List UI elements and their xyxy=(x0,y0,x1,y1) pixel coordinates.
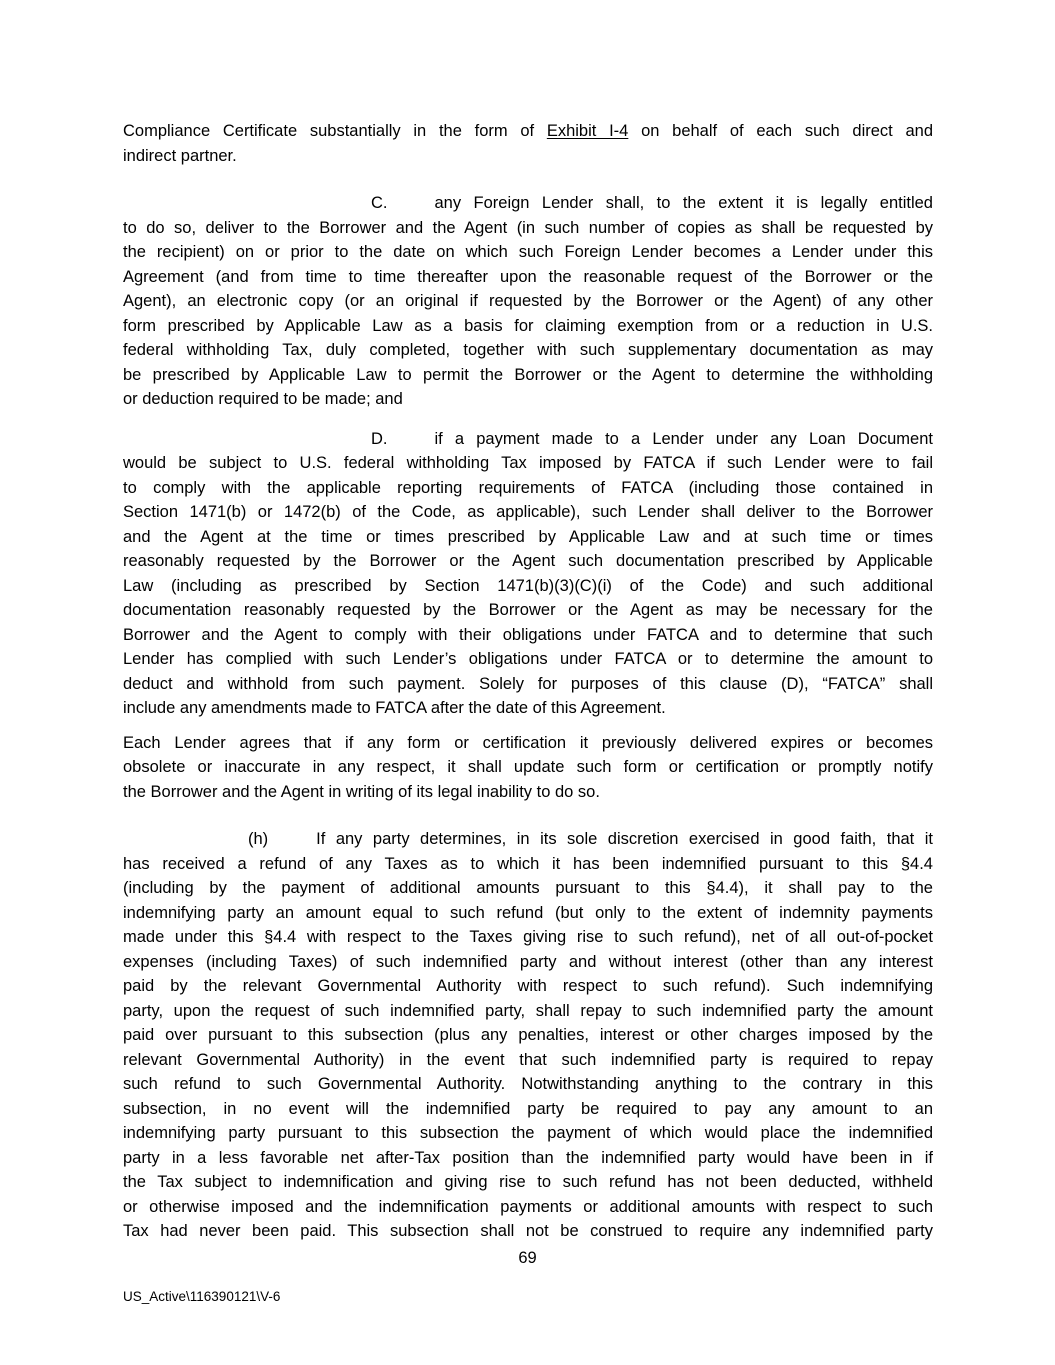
text-line: made under this §4.4 with respect to the Taxes giving rise to such refund), net of all out-of-pocket xyxy=(123,928,933,946)
text-line: to do so, deliver to the Borrower and the Agent (in such number of copies as shall be requested by xyxy=(123,218,933,237)
text-line xyxy=(123,119,933,144)
paragraph-text: on behalf of each such direct and xyxy=(628,122,934,140)
clause-c-lines xyxy=(123,216,933,388)
text-line: paid over pursuant to this subsection (plus any penalties, interest or other charges imposed by the xyxy=(123,1026,933,1044)
clause-h-text: If any party determines, in its sole discretion exercised in good faith, that it xyxy=(316,830,933,848)
text-line: indemnifying party an amount equal to such refund (but only to the extent of indemnity payments xyxy=(123,903,933,922)
text-line: the recipient) on or prior to the date on which such Foreign Lender becomes a Lender under this xyxy=(123,243,933,261)
text-line: Law (including as prescribed by Section 1471(b)(3)(C)(i) of the Code) and such additional xyxy=(123,576,933,595)
text-line: has received a refund of any Taxes as to which it has been indemnified pursuant to this §4.4 xyxy=(123,854,933,873)
text-line: paid by the relevant Governmental Authority with respect to such refund). Such indemnifying xyxy=(123,977,933,995)
clause-d-paragraph xyxy=(123,427,933,721)
clause-c-text: any Foreign Lender shall, to the extent it is legally entitled xyxy=(434,194,933,212)
text-line: party in a less favorable net after-Tax position than the indemnified party would have been in if xyxy=(123,1148,933,1167)
clause-c-first-line xyxy=(123,191,933,216)
text-line: indemnifying party pursuant to this subsection the payment of which would place the indemnified xyxy=(123,1124,933,1142)
text-line: or otherwise imposed and the indemnification payments or additional amounts with respect to such xyxy=(123,1197,933,1216)
text-line: reasonably requested by the Borrower or the Agent such documentation prescribed by Applicable xyxy=(123,552,933,570)
each-lender-lines xyxy=(123,731,933,780)
clause-h-paragraph xyxy=(123,827,933,1244)
text-line: Agent), an electronic copy (or an original if requested by the Borrower or the Agent) of any other xyxy=(123,292,933,310)
each-lender-paragraph xyxy=(123,731,933,805)
text-line: to comply with the applicable reporting requirements of FATCA (including those contained in xyxy=(123,478,933,497)
text-line: federal withholding Tax, duly completed, together with such supplementary documentation as may xyxy=(123,341,933,359)
clause-c-paragraph xyxy=(123,191,933,412)
text-line: include any amendments made to FATCA after the date of this Agreement. xyxy=(123,699,666,717)
paragraph-text: Compliance Certificate substantially in the form of xyxy=(123,122,547,140)
clause-h-first-line xyxy=(123,827,933,852)
text-line: (including by the payment of additional amounts pursuant to this §4.4), it shall pay to the xyxy=(123,879,933,897)
text-line: Agreement (and from time to time thereafter upon the reasonable request of the Borrower or the xyxy=(123,267,933,286)
text-line: Tax had never been paid. This subsection shall not be construed to require any indemnified party xyxy=(123,1222,933,1240)
clause-c-label: C. xyxy=(371,194,388,212)
text-line: Section 1471(b) or 1472(b) of the Code, as applicable), such Lender shall deliver to the Borrower xyxy=(123,503,933,521)
clause-d-first-line xyxy=(123,427,933,452)
text-line: such refund to such Governmental Authority. Notwithstanding anything to the contrary in this xyxy=(123,1075,933,1093)
text-line: party, upon the request of such indemnified party, shall repay to such indemnified party the amount xyxy=(123,1001,933,1020)
text-line: obsolete or inaccurate in any respect, it shall update such form or certification or promptly notify xyxy=(123,758,933,776)
text-line: the Tax subject to indemnification and giving rise to such refund has not been deducted, withheld xyxy=(123,1173,933,1191)
document-id-footer: US_Active\116390121\V-6 xyxy=(123,1289,281,1304)
text-line: relevant Governmental Authority) in the event that such indemnified party is required to repay xyxy=(123,1050,933,1069)
text-line: be prescribed by Applicable Law to permit the Borrower or the Agent to determine the withholding xyxy=(123,365,933,384)
text-line: and the Agent at the time or times prescribed by Applicable Law and at such time or times xyxy=(123,527,933,546)
exhibit-i4-reference: Exhibit I-4 xyxy=(546,122,629,140)
text-line: subsection, in no event will the indemnified party be required to pay any amount to an xyxy=(123,1099,933,1118)
text-line: documentation reasonably requested by the Borrower or the Agent as may be necessary for the xyxy=(123,601,933,619)
document-body xyxy=(123,119,933,1244)
text-line: or deduction required to be made; and xyxy=(123,390,403,408)
text-line: Lender has complied with such Lender’s obligations under FATCA or to determine the amount to xyxy=(123,650,933,668)
page-number: 69 xyxy=(518,1249,537,1267)
clause-d-label: D. xyxy=(371,429,388,448)
text-line: would be subject to U.S. federal withholding Tax imposed by FATCA if such Lender were to fail xyxy=(123,454,933,472)
text-line: Each Lender agrees that if any form or certification it previously delivered expires or becomes xyxy=(123,733,933,752)
text-line: deduct and withhold from such payment. Solely for purposes of this clause (D), “FATCA” shall xyxy=(123,674,933,693)
clause-d-lines xyxy=(123,451,933,696)
paragraph-compliance-certificate xyxy=(123,119,933,168)
text-line: form prescribed by Applicable Law as a basis for claiming exemption from or a reduction in U.S. xyxy=(123,316,933,335)
text-line: expenses (including Taxes) of such indemnified party and without interest (other than any interest xyxy=(123,952,933,971)
text-line: the Borrower and the Agent in writing of its legal inability to do so. xyxy=(123,782,600,801)
clause-h-lines xyxy=(123,852,933,1244)
text-line: Borrower and the Agent to comply with their obligations under FATCA and to determine that such xyxy=(123,625,933,644)
text-line: indirect partner. xyxy=(123,146,237,165)
clause-h-label: (h) xyxy=(248,830,269,848)
clause-d-text: if a payment made to a Lender under any Loan Document xyxy=(434,429,933,448)
